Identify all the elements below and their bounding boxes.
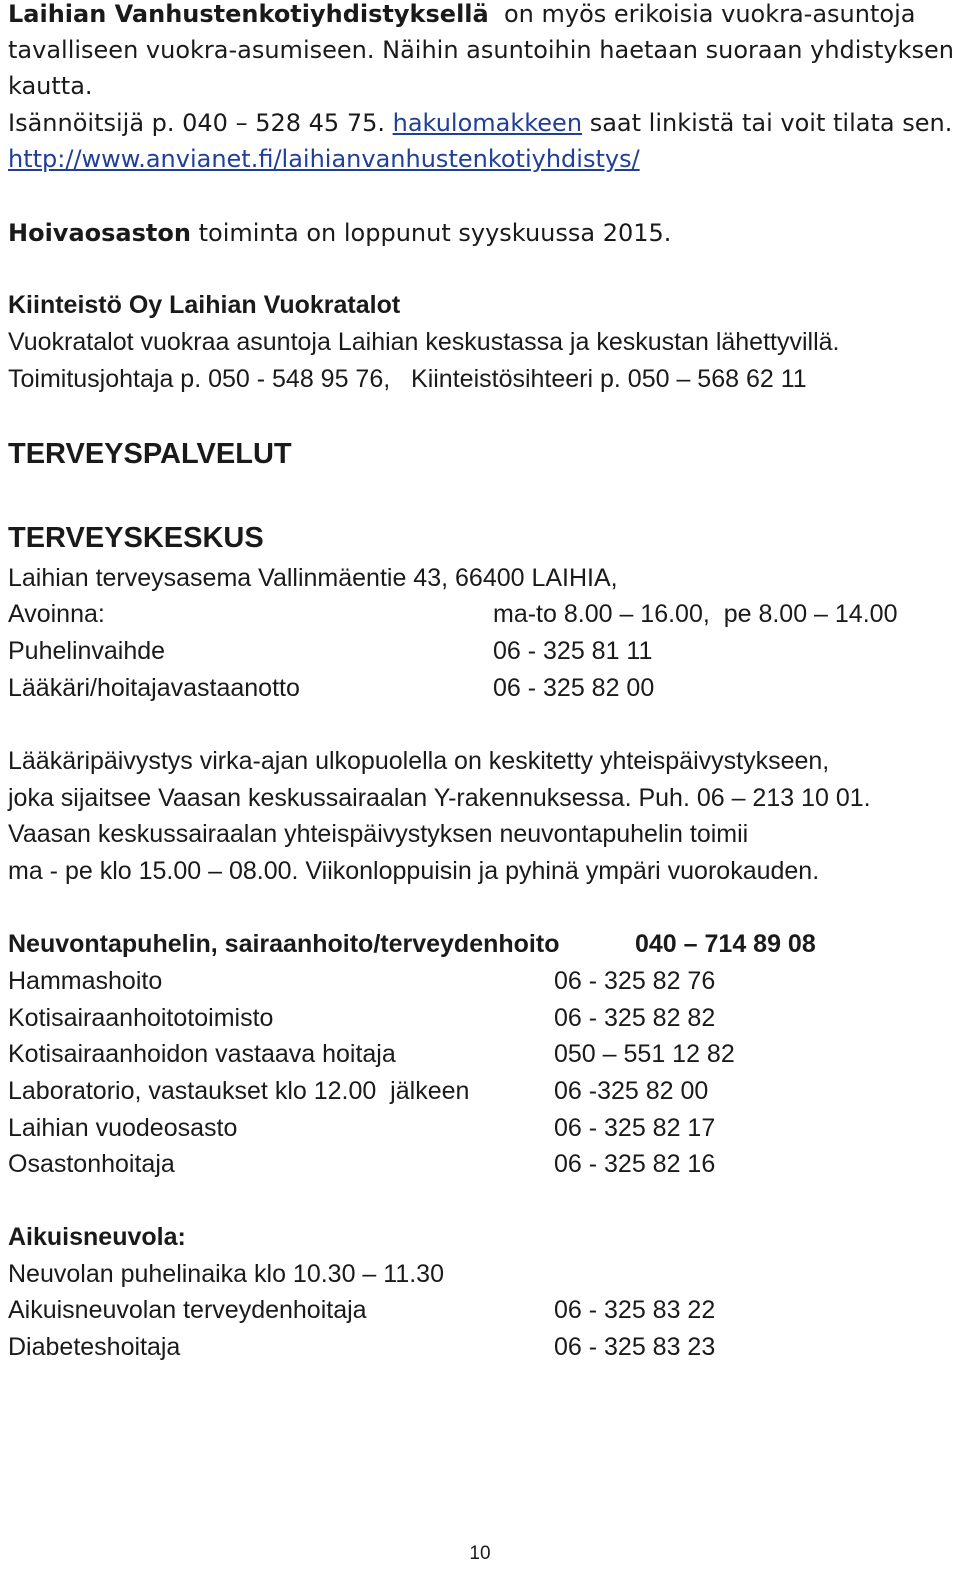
adult-clinic-heading: Aikuisneuvola: [8, 1223, 186, 1251]
advice-line-phone: 040 – 714 89 08 [635, 930, 816, 958]
health-services-title: TERVEYSPALVELUT [8, 438, 292, 470]
advice-line-row [8, 926, 952, 962]
health-center-title: TERVEYSKESKUS [8, 522, 264, 554]
kiinteisto-contacts: Toimitusjohtaja p. 050 - 548 95 76, Kiinteistösihteeri p. 050 – 568 62 11 [8, 365, 807, 393]
switchboard-phone: 06 - 325 81 11 [493, 637, 653, 665]
service-phone: 06 - 325 82 16 [554, 1150, 716, 1178]
service-row [8, 1036, 952, 1072]
intro-line-3: kautta. [8, 72, 93, 100]
service-phone: 050 – 551 12 82 [554, 1040, 735, 1068]
service-phone: 06 - 325 82 17 [554, 1114, 716, 1142]
service-label: Osastonhoitaja [8, 1150, 175, 1178]
clinic-row [8, 1329, 952, 1365]
opening-hours-value: ma-to 8.00 – 16.00, pe 8.00 – 14.00 [493, 600, 898, 628]
doctor-appointment-phone: 06 - 325 82 00 [493, 674, 655, 702]
intro-line-1 [8, 0, 915, 32]
emergency-line-1: Lääkäripäivystys virka-ajan ulkopuolella on keskitetty yhteispäivystykseen, [8, 747, 830, 775]
care-ward-label: Hoivaosaston [8, 219, 191, 247]
intro-line-2: tavalliseen vuokra-asumiseen. Näihin asuntoihin haetaan suoraan yhdistyksen [8, 36, 954, 64]
service-label: Kotisairaanhoidon vastaava hoitaja [8, 1040, 396, 1068]
intro-url-line [8, 141, 640, 177]
health-center-address: Laihian terveysasema Vallinmäentie 43, 66400 LAIHIA, [8, 564, 618, 592]
service-row [8, 963, 952, 999]
association-url-link[interactable]: http://www.anvianet.fi/laihianvanhustenkotiyhdistys/ [8, 145, 640, 173]
service-phone: 06 - 325 82 82 [554, 1004, 716, 1032]
manager-phone-text: Isännöitsijä p. 040 – 528 45 75. [8, 109, 385, 137]
emergency-line-4: ma - pe klo 15.00 – 08.00. Viikonloppuisin ja pyhinä ympäri vuorokauden. [8, 857, 820, 885]
service-label: Laihian vuodeosasto [8, 1114, 238, 1142]
service-row [8, 1146, 952, 1182]
opening-hours-row [8, 596, 952, 632]
care-ward-text: toiminta on loppunut syyskuussa 2015. [198, 219, 672, 247]
adult-clinic-hours: Neuvolan puhelinaika klo 10.30 – 11.30 [8, 1260, 444, 1288]
emergency-line-2: joka sijaitsee Vaasan keskussairaalan Y-rakennuksessa. Puh. 06 – 213 10 01. [8, 784, 871, 812]
emergency-line-3: Vaasan keskussairaalan yhteispäivystyksen neuvontapuhelin toimii [8, 820, 749, 848]
doctor-appointment-row [8, 670, 952, 706]
application-form-link[interactable]: hakulomakkeen [392, 109, 583, 137]
clinic-label: Diabeteshoitaja [8, 1333, 181, 1361]
service-row [8, 1073, 952, 1109]
service-phone: 06 - 325 82 76 [554, 967, 716, 995]
doctor-appointment-label: Lääkäri/hoitajavastaanotto [8, 674, 300, 702]
page-number: 10 [469, 1543, 491, 1564]
service-row [8, 1000, 952, 1036]
intro-line-4 [8, 105, 952, 141]
service-row [8, 1110, 952, 1146]
switchboard-label: Puhelinvaihde [8, 637, 166, 665]
service-label: Laboratorio, vastaukset klo 12.00 jälkeen [8, 1077, 470, 1105]
switchboard-row [8, 633, 952, 669]
service-phone: 06 -325 82 00 [554, 1077, 709, 1105]
advice-line-label: Neuvontapuhelin, sairaanhoito/terveydenhoito [8, 930, 560, 958]
intro-line-1-text: on myös erikoisia vuokra-asuntoja [503, 0, 916, 28]
intro-line-4-rest: saat linkistä tai voit tilata sen. [589, 109, 953, 137]
kiinteisto-heading: Kiinteistö Oy Laihian Vuokratalot [8, 291, 401, 319]
clinic-label: Aikuisneuvolan terveydenhoitaja [8, 1296, 367, 1324]
service-label: Kotisairaanhoitotoimisto [8, 1004, 274, 1032]
service-label: Hammashoito [8, 967, 163, 995]
care-ward-line [8, 215, 671, 251]
association-name: Laihian Vanhustenkotiyhdistyksellä [8, 0, 489, 28]
opening-hours-label: Avoinna: [8, 600, 105, 628]
clinic-phone: 06 - 325 83 23 [554, 1333, 716, 1361]
clinic-phone: 06 - 325 83 22 [554, 1296, 716, 1324]
clinic-row [8, 1292, 952, 1328]
kiinteisto-description: Vuokratalot vuokraa asuntoja Laihian keskustassa ja keskustan lähettyvillä. [8, 328, 840, 356]
